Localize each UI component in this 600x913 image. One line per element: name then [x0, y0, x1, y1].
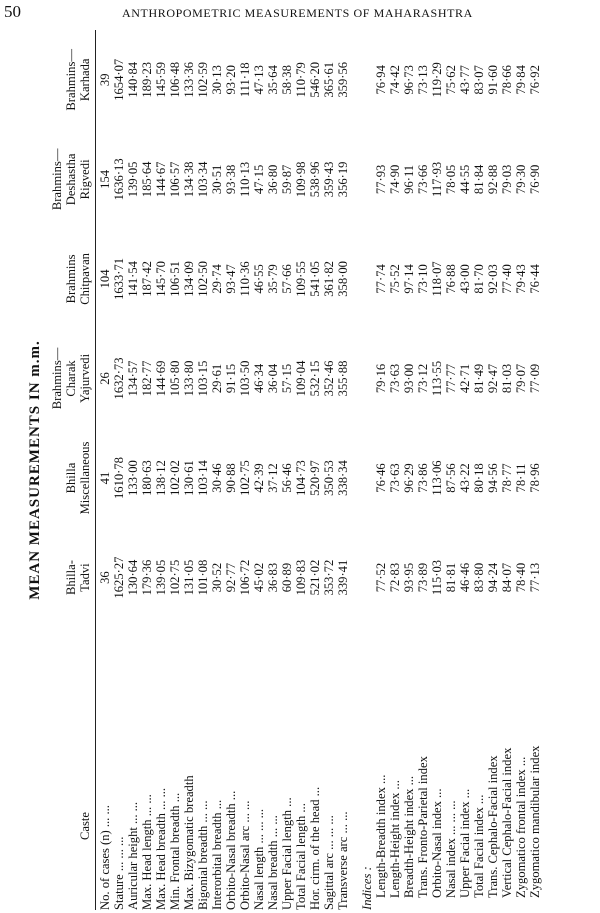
cell-value: 87·56 — [444, 463, 458, 493]
cell-value: 44·55 — [458, 164, 472, 195]
table-row — [430, 30, 444, 910]
cell-value: 104 — [98, 269, 112, 289]
cell-value: 180·63 — [140, 460, 154, 496]
cell-value: 37·12 — [266, 463, 280, 493]
cell-value: 110·79 — [294, 62, 308, 98]
cell-value: 131·05 — [182, 559, 196, 596]
row-label: Interorbital breadth ... — [210, 799, 224, 910]
cell-value: 75·62 — [444, 65, 458, 95]
cell-value: 81·84 — [472, 164, 486, 195]
cell-value: 102·59 — [196, 61, 210, 98]
cell-value: 130·64 — [126, 559, 140, 596]
cell-value: 134·09 — [182, 261, 196, 297]
cell-value: 76·46 — [374, 463, 388, 493]
table-row — [486, 30, 500, 910]
cell-value: 57·15 — [280, 363, 294, 394]
cell-value: 94·56 — [486, 463, 500, 493]
cell-value: 35·64 — [266, 65, 280, 95]
table-row — [238, 30, 252, 910]
cell-value: 41 — [98, 471, 112, 485]
cell-value: 45·02 — [252, 562, 266, 593]
cell-value: 97·14 — [402, 264, 416, 294]
row-label: Nasal breadth ... ... — [266, 815, 280, 910]
cell-value: 75·52 — [388, 264, 402, 294]
cell-value: 78·66 — [500, 65, 514, 95]
row-label: Orbito-Nasal arc ... ... — [238, 800, 252, 910]
table-row — [514, 30, 528, 910]
cell-value: 96·73 — [402, 65, 416, 95]
row-label: Orbito-Nasal breadth ... — [224, 790, 238, 910]
cell-value: 154 — [98, 169, 112, 189]
cell-value: 338·34 — [336, 460, 350, 496]
column-header: Bhilla- Tadvi — [64, 560, 92, 596]
cell-value: 83·07 — [472, 65, 486, 95]
table-row — [112, 30, 126, 910]
cell-value: 73·66 — [416, 164, 430, 195]
cell-value: 182·77 — [140, 360, 154, 397]
cell-value: 79·30 — [514, 164, 528, 195]
running-head: ANTHROPOMETRIC MEASUREMENTS OF MAHARASHTRA — [122, 6, 473, 20]
cell-value: 187·42 — [140, 261, 154, 297]
cell-value: 58·38 — [280, 65, 294, 95]
cell-value: 189·23 — [140, 61, 154, 98]
cell-value: 84·07 — [500, 562, 514, 593]
cell-value: 102·02 — [168, 460, 182, 496]
cell-value: 78·77 — [500, 463, 514, 493]
cell-value: 355·88 — [336, 360, 350, 397]
row-label: Breadth-Height index ... — [402, 775, 416, 898]
cell-value: 111·18 — [238, 62, 252, 98]
cell-value: 102·75 — [238, 460, 252, 496]
cell-value: 541·05 — [308, 261, 322, 297]
cell-value: 109·83 — [294, 559, 308, 596]
cell-value: 521·02 — [308, 559, 322, 596]
cell-value: 74·90 — [388, 164, 402, 195]
cell-value: 77·13 — [528, 562, 542, 593]
table-row — [182, 30, 196, 910]
cell-value: 102·75 — [168, 559, 182, 596]
cell-value: 92·88 — [486, 164, 500, 195]
cell-value: 96·29 — [402, 463, 416, 493]
table-row — [402, 30, 416, 910]
cell-value: 93·47 — [224, 264, 238, 294]
cell-value: 93·95 — [402, 562, 416, 593]
cell-value: 80·18 — [472, 463, 486, 493]
cell-value: 77·93 — [374, 164, 388, 195]
table-row — [126, 30, 140, 910]
indices-body — [374, 30, 542, 910]
cell-value: 30·52 — [210, 562, 224, 593]
row-label: Orbito-Nasal index ... — [430, 788, 444, 898]
cell-value: 43·77 — [458, 65, 472, 95]
cell-value: 39 — [98, 73, 112, 87]
row-label: Transverse arc ... ... — [336, 811, 350, 910]
table-row — [388, 30, 402, 910]
row-label: Zygomatico mandibular index — [528, 745, 542, 898]
cell-value: 78·11 — [514, 463, 528, 493]
cell-value: 73·12 — [416, 363, 430, 394]
cell-value: 81·70 — [472, 264, 486, 294]
cell-value: 76·88 — [444, 264, 458, 294]
table-row — [224, 30, 238, 910]
cell-value: 185·64 — [140, 161, 154, 198]
table-row — [458, 30, 472, 910]
cell-value: 144·67 — [154, 161, 168, 198]
cell-value: 134·57 — [126, 360, 140, 397]
cell-value: 141·54 — [126, 261, 140, 297]
cell-value: 130·61 — [182, 460, 196, 496]
cell-value: 358·00 — [336, 261, 350, 297]
table-row — [416, 30, 430, 910]
table-row — [266, 30, 280, 910]
cell-value: 36 — [98, 571, 112, 584]
cell-value: 93·20 — [224, 65, 238, 95]
cell-value: 77·09 — [528, 363, 542, 394]
table-row — [196, 30, 210, 910]
table-row — [210, 30, 224, 910]
cell-value: 74·42 — [388, 65, 402, 95]
cell-value: 359·43 — [322, 161, 336, 198]
cell-value: 73·13 — [416, 65, 430, 95]
table-row — [444, 30, 458, 910]
rotated-table-block — [20, 30, 590, 910]
cell-value: 91·15 — [224, 363, 238, 394]
cell-value: 103·15 — [196, 360, 210, 397]
cell-value: 46·34 — [252, 363, 266, 394]
cell-value: 92·03 — [486, 264, 500, 294]
cell-value: 103·14 — [196, 460, 210, 496]
cell-value: 353·72 — [322, 559, 336, 596]
cell-value: 339·41 — [336, 559, 350, 596]
header-row — [50, 30, 96, 910]
cell-value: 1610·78 — [112, 457, 126, 499]
table-row — [472, 30, 486, 910]
cell-value: 94·24 — [486, 562, 500, 593]
column-header: Brahmins— Deshastha Rigvedi — [50, 148, 92, 211]
cell-value: 81·81 — [444, 562, 458, 593]
cell-value: 110·13 — [238, 161, 252, 197]
table-row — [252, 30, 266, 910]
row-label: Bigonial breadth ... ... — [196, 800, 210, 910]
table-row — [280, 30, 294, 910]
cell-value: 76·94 — [374, 65, 388, 95]
cell-value: 90·88 — [224, 463, 238, 493]
cell-value: 145·59 — [154, 61, 168, 98]
cell-value: 106·57 — [168, 161, 182, 198]
cell-value: 538·96 — [308, 161, 322, 198]
cell-value: 81·03 — [500, 363, 514, 394]
cell-value: 73·63 — [388, 363, 402, 394]
cell-value: 106·51 — [168, 261, 182, 297]
row-label: Stature ... ... ... — [112, 836, 126, 910]
cell-value: 144·69 — [154, 360, 168, 397]
table-row — [294, 30, 308, 910]
table-row — [528, 30, 542, 910]
cell-value: 139·05 — [126, 161, 140, 198]
cell-value: 179·36 — [140, 559, 154, 596]
indices-label: Indices : — [360, 866, 374, 910]
row-label: Max. Head length ... ... — [140, 794, 154, 910]
row-label: Upper Facial index ... — [458, 788, 472, 898]
row-label: Max. Bizygomatic breadth — [182, 775, 196, 910]
cell-value: 119·29 — [430, 62, 444, 98]
cell-value: 35·79 — [266, 264, 280, 294]
cell-value: 106·72 — [238, 559, 252, 596]
cell-value: 101·08 — [196, 559, 210, 596]
cell-value: 47·15 — [252, 164, 266, 195]
row-label: Hor. cirm. of the head ... — [308, 786, 322, 910]
row-label: Trans. Cephalo-Facial index — [486, 755, 500, 898]
cell-value: 93·38 — [224, 164, 238, 195]
cell-value: 72·83 — [388, 562, 402, 593]
cell-value: 59·87 — [280, 164, 294, 195]
cell-value: 73·10 — [416, 264, 430, 294]
column-header: Brahmins Chitpavan — [64, 253, 92, 305]
cell-value: 73·86 — [416, 463, 430, 493]
row-label: Nasal length ... ... ... — [252, 808, 266, 910]
cell-value: 361·82 — [322, 261, 336, 297]
cell-value: 113·55 — [430, 360, 444, 397]
row-label: Upper Facial length ... — [280, 797, 294, 910]
cell-value: 76·92 — [528, 65, 542, 95]
cell-value: 42·39 — [252, 463, 266, 493]
cell-value: 1632·73 — [112, 357, 126, 400]
cell-value: 56·46 — [280, 463, 294, 493]
cell-value: 77·52 — [374, 562, 388, 593]
cell-value: 83·80 — [472, 562, 486, 593]
cell-value: 133·36 — [182, 61, 196, 98]
cell-value: 77·40 — [500, 264, 514, 294]
cell-value: 113·06 — [430, 460, 444, 496]
cell-value: 73·63 — [388, 463, 402, 493]
cell-value: 73·89 — [416, 562, 430, 593]
cell-value: 78·05 — [444, 164, 458, 195]
cell-value: 46·55 — [252, 264, 266, 294]
cell-value: 76·44 — [528, 264, 542, 294]
cell-value: 109·98 — [294, 161, 308, 198]
row-label: Min. Frontal breadth ... — [168, 792, 182, 910]
cell-value: 92·47 — [486, 363, 500, 394]
table-row — [336, 30, 350, 910]
cell-value: 91·60 — [486, 65, 500, 95]
column-header: Bhilla Miscellaneous — [64, 441, 92, 515]
cell-value: 30·51 — [210, 164, 224, 195]
table-row — [374, 30, 388, 910]
cell-value: 93·00 — [402, 363, 416, 394]
spacer-row — [350, 30, 360, 910]
cell-value: 133·00 — [126, 460, 140, 496]
cell-value: 26 — [98, 372, 112, 385]
table-row — [168, 30, 182, 910]
cell-value: 43·22 — [458, 463, 472, 493]
cell-value: 29·74 — [210, 264, 224, 294]
cell-value: 36·80 — [266, 164, 280, 195]
cell-value: 115·03 — [430, 559, 444, 596]
cell-value: 36·04 — [266, 363, 280, 394]
cell-value: 138·12 — [154, 460, 168, 496]
row-label: Length-Height index ... — [388, 780, 402, 898]
cell-value: 134·38 — [182, 161, 196, 198]
cell-value: 133·80 — [182, 360, 196, 397]
cell-value: 60·89 — [280, 562, 294, 593]
cell-value: 47·13 — [252, 65, 266, 95]
cell-value: 76·90 — [528, 164, 542, 195]
cell-value: 36·83 — [266, 562, 280, 593]
cell-value: 117·93 — [430, 161, 444, 197]
cell-value: 103·50 — [238, 360, 252, 397]
cell-value: 139·05 — [154, 559, 168, 596]
cell-value: 79·84 — [514, 65, 528, 95]
cell-value: 145·70 — [154, 261, 168, 297]
row-label: Total Facial index ... — [472, 794, 486, 898]
cell-value: 92·77 — [224, 562, 238, 593]
cell-value: 77·74 — [374, 264, 388, 294]
cell-value: 46·46 — [458, 562, 472, 593]
cell-value: 78·40 — [514, 562, 528, 593]
cell-value: 106·48 — [168, 61, 182, 98]
cell-value: 109·04 — [294, 360, 308, 397]
row-label: Trans. Fronto-Parietal index — [416, 756, 430, 898]
cell-value: 30·46 — [210, 463, 224, 493]
cell-value: 356·19 — [336, 161, 350, 198]
column-header: Brahmins— Charak Yajurvedi — [50, 347, 92, 410]
cell-value: 79·03 — [500, 164, 514, 195]
cell-value: 1654·07 — [112, 58, 126, 101]
cell-value: 140·84 — [126, 61, 140, 98]
cell-value: 81·49 — [472, 363, 486, 394]
table-row — [322, 30, 336, 910]
table-row — [500, 30, 514, 910]
cell-value: 1625·27 — [112, 556, 126, 599]
cell-value: 532·15 — [308, 360, 322, 397]
column-header: Brahmins— Karhada — [64, 49, 92, 111]
cell-value: 350·53 — [322, 460, 336, 496]
row-label: Vertical Cephalo-Facial index — [500, 747, 514, 898]
cell-value: 109·55 — [294, 261, 308, 297]
cell-value: 102·50 — [196, 261, 210, 297]
cell-value: 79·16 — [374, 363, 388, 394]
cell-value: 79·43 — [514, 264, 528, 294]
row-label: Auricular height ... ... — [126, 801, 140, 910]
cell-value: 29·61 — [210, 363, 224, 394]
row-label: Zygomatico frontal index ... — [514, 756, 528, 898]
table-row — [98, 30, 112, 910]
cell-value: 359·56 — [336, 61, 350, 98]
row-label: Nasal index ... ... ... — [444, 800, 458, 898]
measurements-table — [50, 30, 542, 910]
indices-heading-row — [360, 30, 374, 910]
cell-value: 43·00 — [458, 264, 472, 294]
row-label: Total Facial length ... — [294, 803, 308, 910]
cell-value: 79·07 — [514, 363, 528, 394]
cell-value: 1636·13 — [112, 158, 126, 201]
row-label: No. of cases (n) ... ... — [98, 805, 112, 910]
cell-value: 365·61 — [322, 61, 336, 98]
row-label: Sagittal arc ... ... ... — [322, 815, 336, 910]
cell-value: 77·77 — [444, 363, 458, 394]
cell-value: 105·80 — [168, 360, 182, 397]
table-row — [140, 30, 154, 910]
page-number: 50 — [4, 2, 21, 21]
cell-value: 118·07 — [430, 261, 444, 297]
cell-value: 1633·71 — [112, 257, 126, 300]
cell-value: 78·96 — [528, 463, 542, 493]
row-label: Max. Head breadth ... ... — [154, 787, 168, 910]
table-title: MEAN MEASUREMENTS IN m.m. — [27, 340, 43, 600]
cell-value: 103·34 — [196, 161, 210, 198]
cell-value: 57·66 — [280, 264, 294, 294]
cell-value: 520·97 — [308, 460, 322, 496]
cell-value: 352·46 — [322, 360, 336, 397]
measurements-body — [98, 30, 350, 910]
cell-value: 546·20 — [308, 61, 322, 98]
cell-value: 96·11 — [402, 164, 416, 194]
cell-value: 104·73 — [294, 460, 308, 496]
row-label: Length-Breadth index ... — [374, 774, 388, 898]
cell-value: 42·71 — [458, 363, 472, 394]
caste-header: Caste — [78, 812, 92, 840]
cell-value: 110·36 — [238, 261, 252, 297]
table-row — [154, 30, 168, 910]
table-row — [308, 30, 322, 910]
cell-value: 30·13 — [210, 65, 224, 95]
